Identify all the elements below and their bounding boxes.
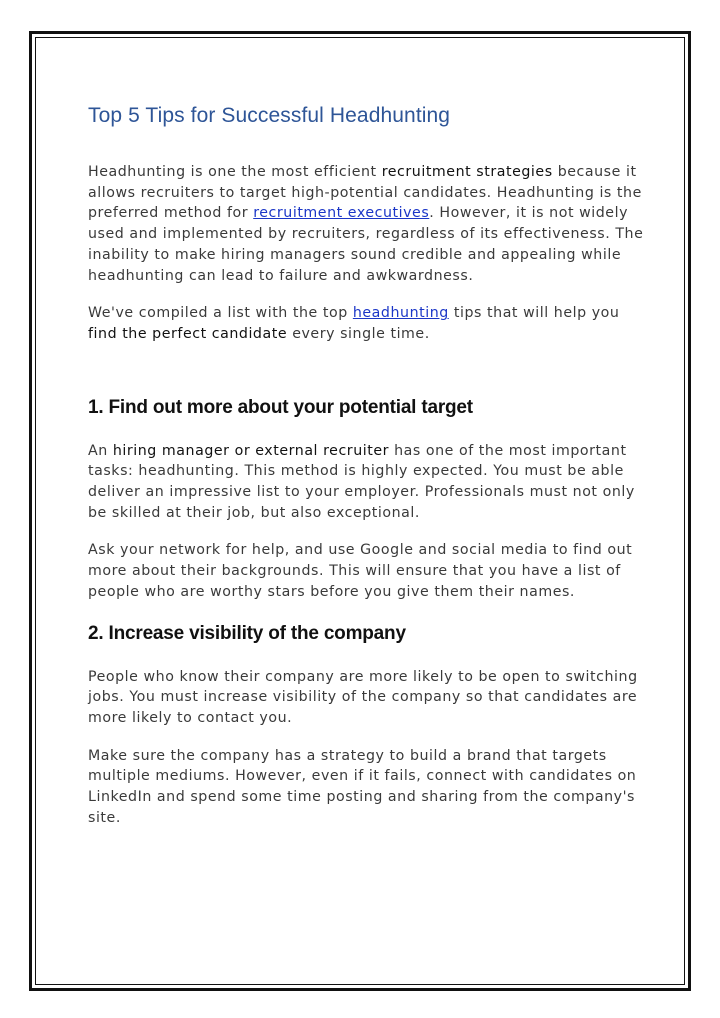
intro-text: every single time. xyxy=(287,325,430,342)
headhunting-link[interactable]: headhunting xyxy=(352,305,449,322)
intro-text: Headhunting is one the most efficient xyxy=(88,164,382,180)
intro-paragraph-1 xyxy=(88,162,648,286)
section-text: An xyxy=(88,442,113,459)
document-body xyxy=(88,104,648,828)
recruitment-executives-link[interactable]: recruitment executives xyxy=(253,205,430,222)
highlight-recruitment-strategies: recruitment strategies xyxy=(381,164,553,180)
intro-text: tips that will help you xyxy=(448,305,620,322)
highlight-hiring-manager: hiring manager or external recruiter xyxy=(112,442,390,459)
section-2-heading: 2. Increase visibility of the company xyxy=(88,622,406,644)
section-1-paragraph-2: Ask your network for help, and use Google and social media to find out more about their backgrounds. This will ensure that you have a list of people who are worthy stars before you give them their names. xyxy=(88,542,633,600)
spacer xyxy=(88,603,648,623)
intro-text: because it allows recruiters to target high-potential candidates. Headhunting is the preferred method for xyxy=(88,164,642,222)
section-2-paragraph-1: People who know their company are more likely to be open to switching jobs. You must increase visibility of the company so that candidates are more likely to contact you. xyxy=(88,668,638,726)
section-1-paragraph-1 xyxy=(88,441,648,524)
section-1-heading: 1. Find out more about your potential target xyxy=(88,396,473,418)
section-text: has one of the most important tasks: headhunting. This method is highly expected. You must be able deliver an impressive list to your employer. Professionals must not only be skilled at their job, but also exceptional. xyxy=(88,442,635,521)
page-title: Top 5 Tips for Successful Headhunting xyxy=(88,104,451,127)
intro-text: . However, it is not widely used and implemented by recruiters, regardless of its effectiveness. The inability to make hiring managers sound credible and appealing while headhunting can lead to failure and awkwardness. xyxy=(88,205,644,284)
intro-text: We've compiled a list with the top xyxy=(88,305,353,322)
section-2-paragraph-2: Make sure the company has a strategy to build a brand that targets multiple mediums. However, even if it fails, connect with candidates on LinkedIn and spend some time posting and sharing from the company's site. xyxy=(88,747,637,826)
intro-paragraph-2 xyxy=(88,303,648,344)
spacer xyxy=(88,345,648,397)
highlight-find-perfect-candidate: find the perfect candidate xyxy=(88,325,288,342)
